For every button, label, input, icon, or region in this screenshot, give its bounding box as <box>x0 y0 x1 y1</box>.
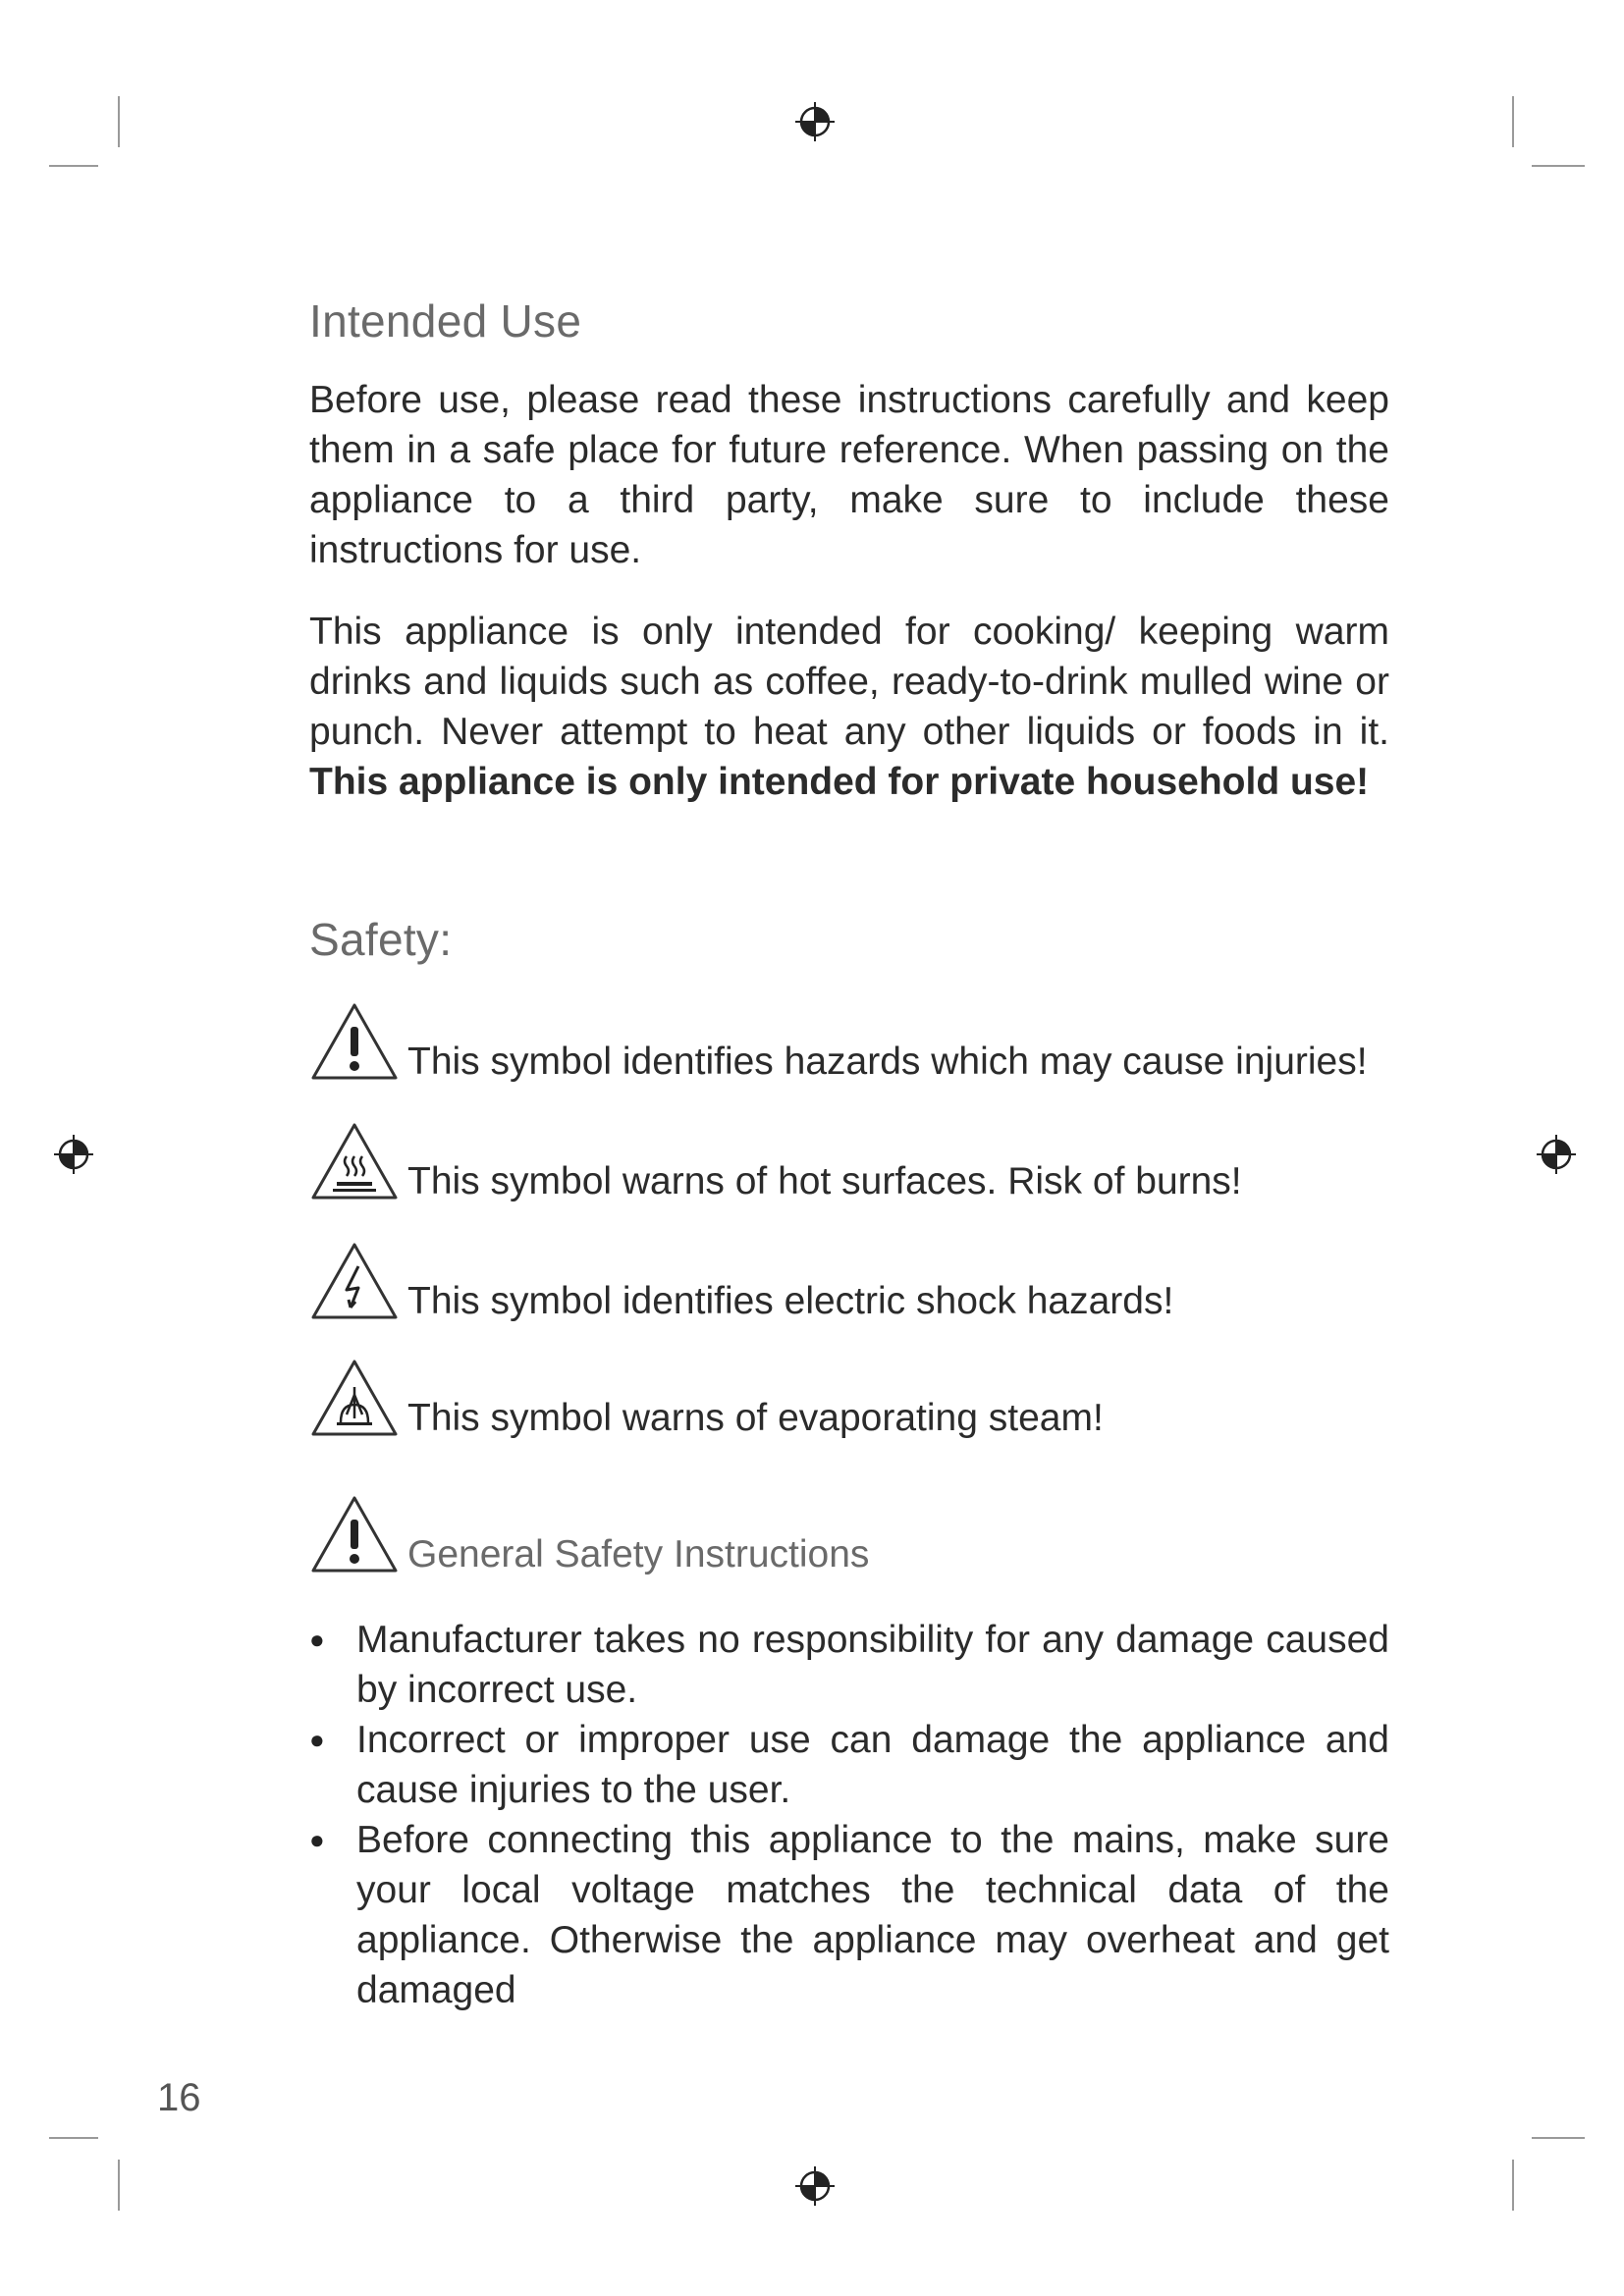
list-item: ● Manufacturer takes no responsibility for any damage caused by incorrect use. <box>309 1615 1389 1715</box>
general-safety-heading-row <box>309 1494 1488 1582</box>
symbol-steam-text: This symbol warns of evaporating steam! <box>407 1397 1104 1439</box>
symbol-hot-surface-text: This symbol warns of hot surfaces. Risk of burns! <box>407 1160 1242 1202</box>
crop-mark <box>49 165 98 167</box>
crop-mark <box>118 2160 120 2211</box>
general-safety-heading: General Safety Instructions <box>407 1533 870 1575</box>
list-item: ● Incorrect or improper use can damage the appliance and cause injuries to the user. <box>309 1715 1389 1815</box>
crop-mark <box>1512 96 1514 147</box>
symbol-row-steam <box>309 1358 1488 1446</box>
electric-shock-icon <box>309 1241 400 1321</box>
steam-icon <box>309 1358 400 1438</box>
intended-use-paragraph-2-text: This appliance is only intended for cooking/ keeping warm drinks and liquids such as coffee, ready-to-drink mulled wine or punch. Never attempt to heat any other liquids or foods in it. <box>309 611 1389 753</box>
symbol-row-electric <box>309 1241 1488 1329</box>
symbol-row-injury <box>309 1001 1488 1090</box>
intended-use-section <box>309 294 1389 807</box>
crop-mark <box>1512 2160 1514 2211</box>
intended-use-heading: Intended Use <box>309 295 582 347</box>
crop-mark <box>49 2137 98 2139</box>
intended-use-paragraph-1: Before use, please read these instructions carefully and keep them in a safe place for future reference. When passing on the appliance to a third party, make sure to include these instructions for use. <box>309 379 1389 571</box>
safety-heading: Safety: <box>309 914 453 965</box>
warning-exclamation-icon <box>309 1001 400 1082</box>
symbol-injury-text: This symbol identifies hazards which may cause injuries! <box>407 1041 1368 1083</box>
symbol-row-hot-surface <box>309 1121 1488 1209</box>
registration-mark-icon <box>795 102 835 141</box>
registration-mark-icon <box>54 1135 93 1174</box>
page-number: 16 <box>157 2076 201 2119</box>
warning-exclamation-icon <box>309 1494 400 1575</box>
list-item: ● Before connecting this appliance to the mains, make sure your local voltage matches the technical data of the appliance. Otherwise the appliance may overheat and get damaged <box>309 1815 1389 2015</box>
hot-surface-icon <box>309 1121 400 1201</box>
intended-use-paragraph-2 <box>309 607 1389 807</box>
crop-mark <box>1532 165 1585 167</box>
crop-mark <box>1532 2137 1585 2139</box>
general-safety-list <box>309 1615 1389 2015</box>
registration-mark-icon <box>1537 1135 1576 1174</box>
registration-mark-icon <box>795 2166 835 2206</box>
symbol-electric-text: This symbol identifies electric shock hazards! <box>407 1280 1174 1322</box>
crop-mark <box>118 96 120 147</box>
private-use-notice: This appliance is only intended for private household use! <box>309 761 1370 803</box>
